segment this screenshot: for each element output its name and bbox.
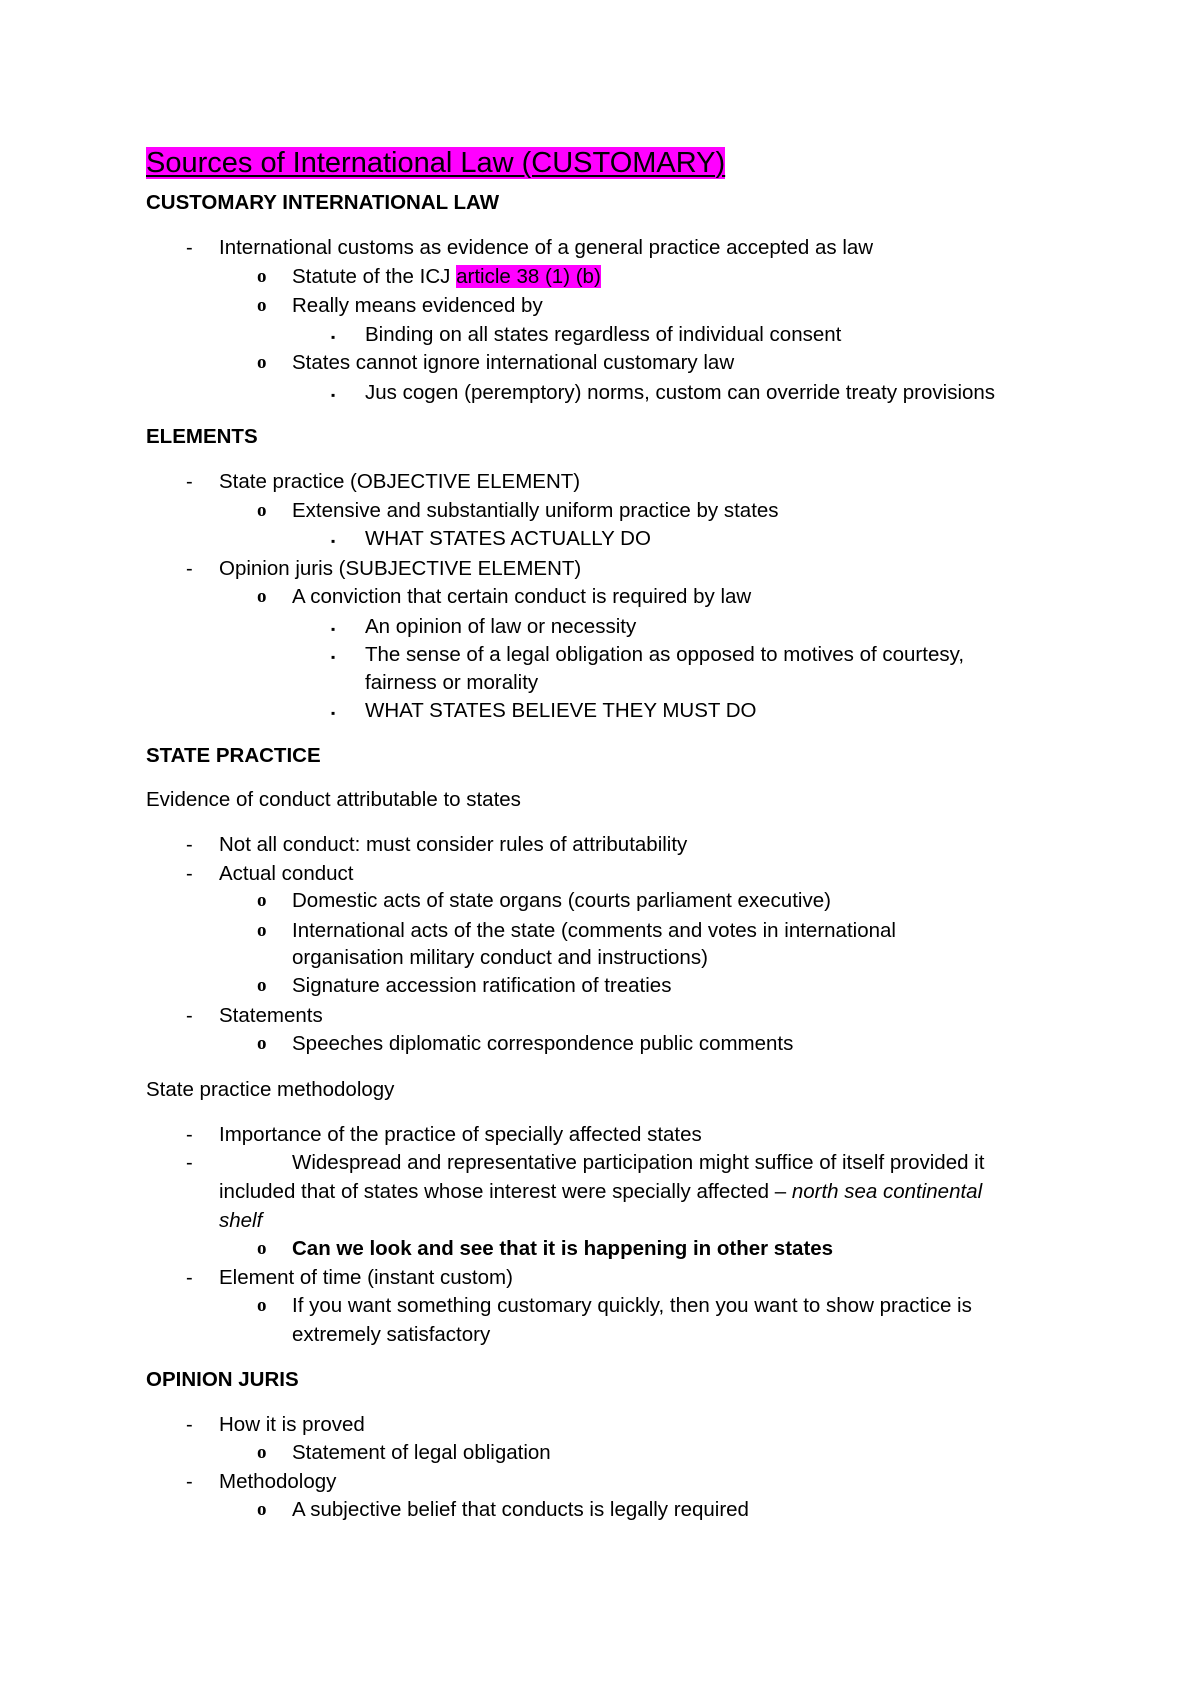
list-item: International customs as evidence of a general practice accepted as law: [219, 236, 874, 259]
list-item-continuation: organisation military conduct and instructions): [292, 946, 708, 969]
square-bullet-icon: ▪: [331, 330, 336, 344]
dash-bullet: -: [186, 863, 193, 885]
page-title: [146, 145, 725, 181]
list-item: How it is proved: [219, 1413, 365, 1436]
list-item-continuation: fairness or morality: [365, 671, 539, 694]
dash-bullet: -: [186, 1471, 193, 1493]
list-item: WHAT STATES BELIEVE THEY MUST DO: [365, 699, 757, 722]
list-item: Importance of the practice of specially affected states: [219, 1123, 702, 1146]
list-item: Really means evidenced by: [292, 294, 543, 317]
square-bullet-icon: ▪: [331, 622, 336, 636]
list-item: [292, 265, 601, 289]
list-item: Extensive and substantially uniform practice by states: [292, 499, 779, 522]
circle-bullet: o: [257, 1442, 267, 1463]
list-item: An opinion of law or necessity: [365, 615, 637, 638]
list-item: Actual conduct: [219, 862, 354, 885]
dash-bullet: -: [186, 834, 193, 856]
list-item: International acts of the state (comments and votes in international: [292, 919, 896, 942]
list-item: If you want something customary quickly, then you want to show practice is: [292, 1294, 972, 1317]
list-item: Methodology: [219, 1470, 337, 1493]
section-heading: OPINION JURIS: [146, 1368, 299, 1391]
list-item: Not all conduct: must consider rules of attributability: [219, 833, 688, 856]
circle-bullet: o: [257, 890, 267, 911]
circle-bullet: o: [257, 1033, 267, 1054]
list-item: Element of time (instant custom): [219, 1266, 513, 1289]
paragraph: Evidence of conduct attributable to states: [146, 788, 521, 811]
dash-bullet: -: [186, 1414, 193, 1436]
list-item-continuation: [219, 1180, 982, 1204]
dash-bullet: -: [186, 237, 193, 259]
section-heading: CUSTOMARY INTERNATIONAL LAW: [146, 191, 500, 214]
list-item: Opinion juris (SUBJECTIVE ELEMENT): [219, 557, 582, 580]
circle-bullet: o: [257, 1295, 267, 1316]
circle-bullet: o: [257, 975, 267, 996]
circle-bullet: o: [257, 920, 267, 941]
section-heading: STATE PRACTICE: [146, 744, 321, 767]
list-item: Speeches diplomatic correspondence public comments: [292, 1032, 794, 1055]
text-run: included that of states whose interest were specially affected –: [219, 1180, 792, 1203]
section-heading: ELEMENTS: [146, 425, 258, 448]
list-item: Statements: [219, 1004, 323, 1027]
italic-text: shelf: [219, 1209, 263, 1232]
list-item: Jus cogen (peremptory) norms, custom can override treaty provisions: [365, 381, 996, 404]
list-item: The sense of a legal obligation as opposed to motives of courtesy,: [365, 643, 965, 666]
list-item: Can we look and see that it is happening in other states: [292, 1237, 834, 1260]
paragraph: State practice methodology: [146, 1078, 395, 1101]
list-item-continuation: extremely satisfactory: [292, 1323, 491, 1346]
square-bullet-icon: ▪: [331, 388, 336, 402]
dash-bullet: -: [186, 1267, 193, 1289]
list-item: Statement of legal obligation: [292, 1441, 551, 1464]
circle-bullet: o: [257, 586, 267, 607]
title-highlight: Sources of International Law (CUSTOMARY): [146, 147, 726, 179]
list-item: A subjective belief that conducts is legally required: [292, 1498, 749, 1521]
list-item: Domestic acts of state organs (courts parliament executive): [292, 889, 831, 912]
circle-bullet: o: [257, 1238, 267, 1259]
square-bullet-icon: ▪: [331, 706, 336, 720]
square-bullet-icon: ▪: [331, 534, 336, 548]
dash-bullet: -: [186, 1152, 193, 1174]
italic-text: north sea continental: [791, 1180, 983, 1203]
dash-bullet: -: [186, 471, 193, 493]
list-item: WHAT STATES ACTUALLY DO: [365, 527, 651, 550]
circle-bullet: o: [257, 266, 267, 287]
list-item: Widespread and representative participation might suffice of itself provided it: [292, 1151, 985, 1174]
list-item: States cannot ignore international customary law: [292, 351, 735, 374]
list-item-continuation: [219, 1209, 262, 1233]
circle-bullet: o: [257, 295, 267, 316]
list-item: A conviction that certain conduct is required by law: [292, 585, 752, 608]
highlighted-text: article 38 (1) (b): [456, 265, 601, 288]
dash-bullet: -: [186, 558, 193, 580]
square-bullet-icon: ▪: [331, 650, 336, 664]
circle-bullet: o: [257, 500, 267, 521]
dash-bullet: -: [186, 1124, 193, 1146]
dash-bullet: -: [186, 1005, 193, 1027]
list-item: Binding on all states regardless of individual consent: [365, 323, 842, 346]
circle-bullet: o: [257, 1499, 267, 1520]
list-item: Signature accession ratification of treaties: [292, 974, 672, 997]
list-item: State practice (OBJECTIVE ELEMENT): [219, 470, 581, 493]
circle-bullet: o: [257, 352, 267, 373]
text-run: Statute of the ICJ: [292, 265, 457, 288]
